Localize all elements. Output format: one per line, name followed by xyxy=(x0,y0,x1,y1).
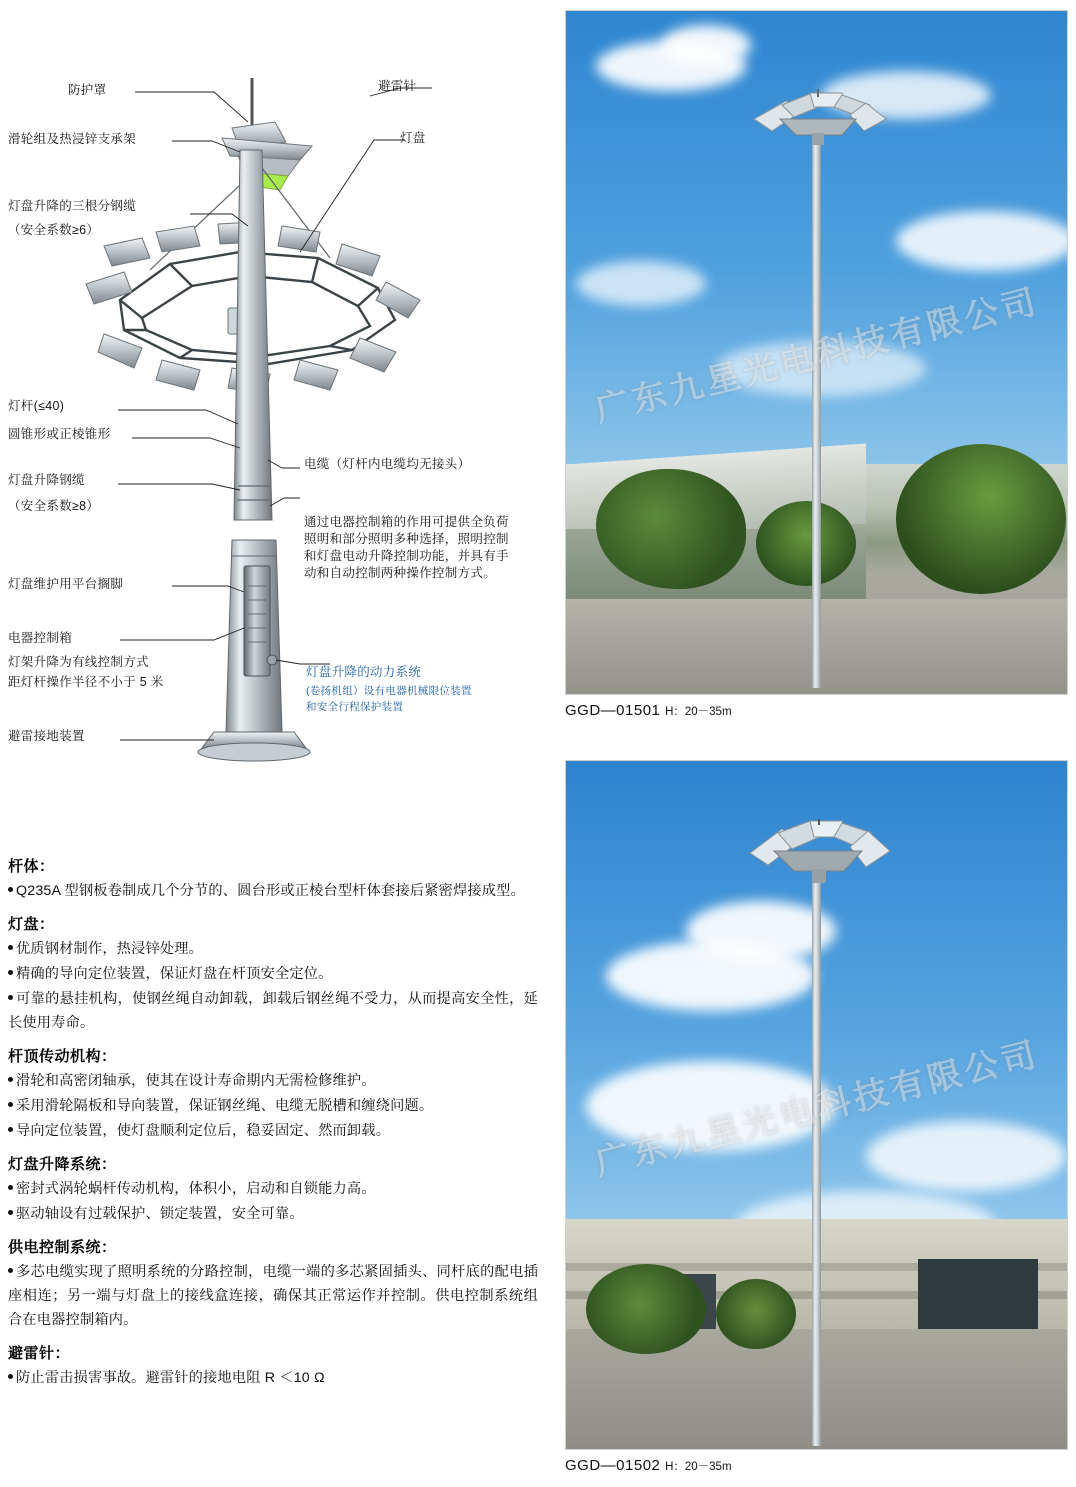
spec-heading-power-control: 供电控制系统： xyxy=(8,1239,117,1256)
spec-text: 可靠的悬挂机构，使钢丝绳自动卸载，卸载后钢丝绳不受力，从而提高安全性，延长使用寿命。 xyxy=(8,991,538,1031)
spec-item xyxy=(8,1069,538,1093)
bullet-icon xyxy=(8,1268,13,1273)
technical-diagram xyxy=(0,0,560,790)
label-winch-note: (卷扬机组）设有电器机械限位装置 xyxy=(306,685,472,697)
label-pulley-set: 滑轮组及热浸锌支承架 xyxy=(8,132,137,146)
label-safety-factor-8: （安全系数≥8） xyxy=(8,499,100,513)
bullet-icon xyxy=(8,945,13,950)
spec-item xyxy=(8,1177,538,1201)
spec-item xyxy=(8,1366,538,1390)
watermark: 广东九星光电科技有限公司 xyxy=(591,282,1044,430)
photo-card-bottom xyxy=(565,760,1068,1474)
spec-item xyxy=(8,937,538,961)
cloud xyxy=(586,1061,836,1151)
lamp-head-icon xyxy=(746,89,891,147)
photo-card-top xyxy=(565,10,1068,719)
bullet-icon xyxy=(8,1077,13,1082)
label-guard-cover: 防护罩 xyxy=(68,83,107,97)
height-label: H：20－35m xyxy=(665,1461,732,1473)
label-power-system: 灯盘升降的动力系统 xyxy=(306,665,422,679)
bullet-icon xyxy=(8,1374,13,1379)
label-three-cables: 灯盘升降的三根分钢缆 xyxy=(8,199,137,213)
lamp-head-icon xyxy=(744,819,894,889)
label-safety-factor-6: （安全系数≥6） xyxy=(8,223,100,237)
spec-text: 精确的导向定位装置，保证灯盘在杆顶安全定位。 xyxy=(16,966,333,982)
label-lightning-rod: 避雷针 xyxy=(378,79,417,93)
photo-image-bottom xyxy=(565,760,1068,1450)
spec-item xyxy=(8,1094,538,1118)
bullet-icon xyxy=(8,970,13,975)
cloud xyxy=(661,25,751,65)
label-safety-protect: 和安全行程保护装置 xyxy=(306,701,404,713)
mast-pole xyxy=(812,881,821,1446)
spec-text: 滑轮和高密闭轴承，使其在设计寿命期内无需检修维护。 xyxy=(16,1073,376,1089)
cloud xyxy=(576,261,706,306)
spec-text: 导向定位装置，使灯盘顺利定位后，稳妥固定、然而卸载。 xyxy=(16,1123,391,1139)
spec-item xyxy=(8,987,538,1035)
spec-text: 密封式涡轮蜗杆传动机构，体积小，启动和自锁能力高。 xyxy=(16,1181,376,1197)
tree xyxy=(586,1264,706,1354)
label-lift-cable: 灯盘升降钢缆 xyxy=(8,473,85,487)
spec-item xyxy=(8,962,538,986)
photo-caption-top xyxy=(565,702,1068,719)
watermark: 广东九星光电科技有限公司 xyxy=(591,1034,1044,1182)
spec-text: Q235A 型钢板卷制成几个分节的、圆台形或正棱台型杆体套接后紧密焊接成型。 xyxy=(16,883,525,899)
spec-item xyxy=(8,879,538,903)
lamp-head xyxy=(746,89,891,147)
model-code: GGD—01502 xyxy=(565,1457,661,1474)
spec-item xyxy=(8,1260,538,1332)
tree xyxy=(716,1279,796,1349)
label-wired-control: 灯架升降为有线控制方式 xyxy=(8,655,149,669)
spec-heading-lamp-tray: 灯盘： xyxy=(8,916,55,933)
high-mast-lamp-drawing xyxy=(0,0,560,790)
label-pole-shape: 圆锥形或正棱锥形 xyxy=(8,427,111,441)
mast-pole xyxy=(812,123,821,688)
label-lamp-tray: 灯盘 xyxy=(400,131,426,145)
specifications xyxy=(8,855,538,1391)
spec-text: 多芯电缆实现了照明系统的分路控制，电缆一端的多芯紧固插头、同杆底的配电插座相连；另一端与灯盘上的接线盒连接，确保其正常运作并控制。供电控制系统组合在电器控制箱内。 xyxy=(8,1264,538,1328)
photo-caption-bottom xyxy=(565,1457,1068,1474)
label-grounding: 避雷接地装置 xyxy=(8,729,85,743)
bullet-icon xyxy=(8,1210,13,1215)
spec-text: 采用滑轮隔板和导向装置，保证钢丝绳、电缆无脱槽和缠绕问题。 xyxy=(16,1098,434,1114)
cloud xyxy=(716,341,926,396)
spec-heading-lightning-rod: 避雷针： xyxy=(8,1345,71,1362)
bullet-icon xyxy=(8,887,13,892)
label-pole-spec: 灯杆(≤40) xyxy=(8,399,65,413)
bullet-icon xyxy=(8,995,13,1000)
bullet-icon xyxy=(8,1185,13,1190)
right-column xyxy=(565,0,1076,1487)
spec-heading-lifting-system: 灯盘升降系统： xyxy=(8,1156,117,1173)
spec-item xyxy=(8,1202,538,1226)
cloud xyxy=(896,211,1068,271)
bullet-icon xyxy=(8,1127,13,1132)
spec-heading-pole: 杆体： xyxy=(8,858,55,875)
bullet-icon xyxy=(8,1102,13,1107)
spec-heading-top-drive: 杆顶传动机构： xyxy=(8,1048,117,1065)
spec-item xyxy=(8,1119,538,1143)
spec-text: 优质钢材制作，热浸锌处理。 xyxy=(16,941,204,957)
spec-text: 防止雷击损害事故。避雷针的接地电阻 R ＜10 Ω xyxy=(16,1370,325,1386)
glass-window xyxy=(918,1259,1038,1329)
spec-text: 驱动轴设有过载保护、锁定装置，安全可靠。 xyxy=(16,1206,304,1222)
label-platform-foot: 灯盘维护用平台搁脚 xyxy=(8,577,124,591)
lamp-head xyxy=(744,819,894,889)
model-code: GGD—01501 xyxy=(565,702,661,719)
label-operating-radius: 距灯杆操作半径不小于 5 米 xyxy=(8,675,164,689)
label-electric-box: 电器控制箱 xyxy=(8,631,73,645)
photo-image-top xyxy=(565,10,1068,695)
tree xyxy=(896,444,1066,594)
tree xyxy=(756,501,856,586)
height-label: H：20－35m xyxy=(665,706,732,718)
cloud xyxy=(866,1121,1066,1191)
label-control-box-note: 通过电器控制箱的作用可提供全负荷照明和部分照明多种选择，照明控制和灯盘电动升降控制功能，并具有手动和自动控制两种操作控制方式。 xyxy=(304,515,509,580)
label-cable-note: 电缆（灯杆内电缆均无接头） xyxy=(304,457,471,471)
